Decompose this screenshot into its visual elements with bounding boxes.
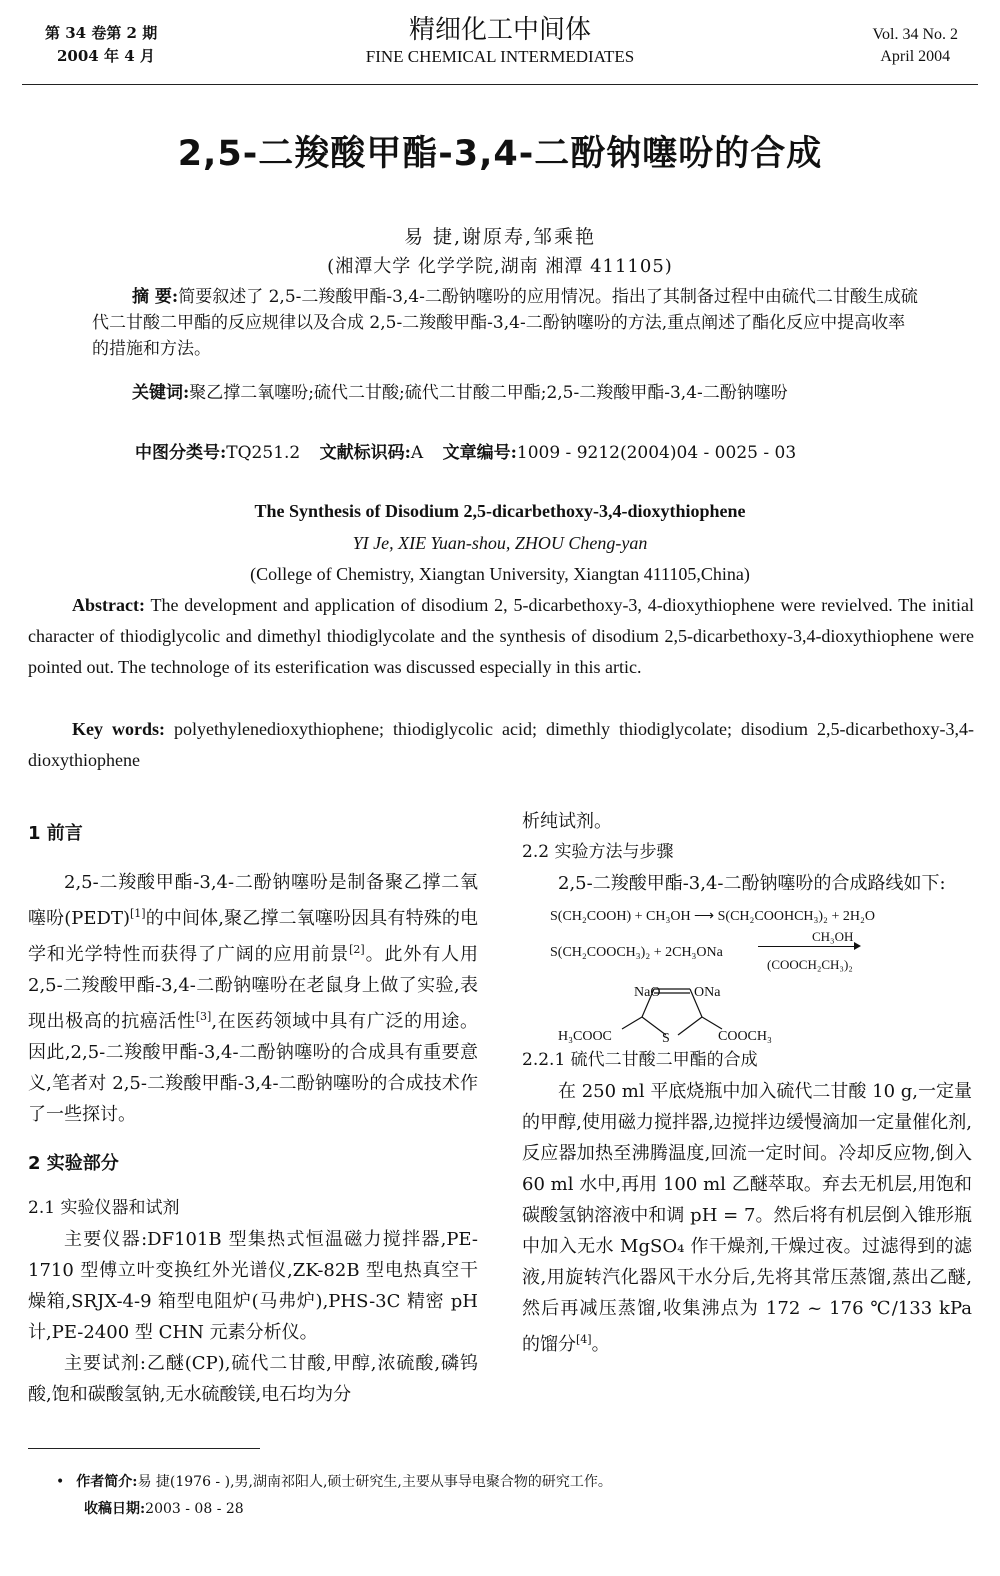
paper-title-en: The Synthesis of Disodium 2,5-dicarbethoxy-3,4-dioxythiophene — [254, 501, 746, 521]
section-22-heading: 2.2 实验方法与步骤 — [522, 842, 674, 862]
reaction-2-arrow — [758, 946, 858, 947]
header-volume-en — [873, 24, 959, 68]
footnote-received-label: 收稿日期: — [84, 1501, 146, 1517]
footnote-received-value: 2003 - 08 - 28 — [145, 1501, 244, 1517]
continued-text: 析纯试剂。 — [522, 811, 612, 832]
doc-value: A — [410, 443, 424, 463]
section-221-heading: 2.2.1 硫代二甘酸二甲酯的合成 — [522, 1050, 758, 1070]
keywords-en-text: polyethylenedioxythiophene; thiodiglycolic acid; dimethly thiodiglycolate; disodium 2,5-dicarbethoxy-3,4-dioxythiophene — [28, 719, 974, 770]
abstract-cn-text: 简要叙述了 2,5-二羧酸甲酯-3,4-二酚钠噻吩的应用情况。指出了其制备过程中由硫代二甘酸生成硫代二甘酸二甲酯的反应规律以及合成 2,5-二羧酸甲酯-3,4-二酚钠噻吩的方法,重点阐述了酯化反应中提高收率的措施和方法。 — [92, 287, 918, 359]
keywords-cn-label: 关键词: — [132, 383, 190, 403]
header-volume-en-text: Vol. 34 No. 2 — [872, 26, 958, 43]
abstract-en — [28, 590, 974, 683]
paper-title-cn: 2,5-二羧酸甲酯-3,4-二酚钠噻吩的合成 — [177, 134, 823, 174]
header-volume-cn: 第 34 卷第 2 期 — [45, 24, 158, 42]
abstract-cn — [92, 284, 922, 362]
authors-cn: 易 捷,谢原寿,邹乘艳 — [403, 226, 597, 248]
left-column — [28, 818, 478, 1410]
reaction-2-condition-bottom: (COOCH₂CH₃)₂ — [767, 957, 853, 972]
footnote-author-label: 作者简介: — [76, 1474, 138, 1490]
s221-text-a: 在 250 ml 平底烧瓶中加入硫代二甘酸 10 g,一定量的甲醇,使用磁力搅拌器,边搅拌边缓慢滴加一定量催化剂,反应器加热至沸腾温度,回流一定时间。冷却反应物,倒入 60 ml 水中,再用 100 ml 乙醚萃取。弃去无机层,用饱和碳酸氢钠溶液中和调 pH = 7。然后将有机层倒入锥形瓶中加入无水 MgSO₄ 作干燥剂,干燥过夜。过滤得到的滤液,用旋转汽化器风干水分后,先将其常压蒸馏,蒸出乙醚,然后再减压蒸馏,收集沸点为 172 ~ 176 ℃/133 kPa 的馏分 — [522, 1081, 972, 1355]
reaction-scheme — [522, 899, 972, 1046]
footnote-author-text: 易 捷(1976 - ),男,湖南祁阳人,硕士研究生,主要从事导电聚合物的研究工作。 — [137, 1474, 612, 1490]
citation-3: [3] — [195, 1010, 212, 1023]
clc-label: 中图分类号: — [135, 443, 227, 463]
section-2-heading: 2 实验部分 — [28, 1153, 119, 1174]
header-journal — [0, 14, 1000, 68]
right-column — [522, 806, 972, 1360]
authors-en: YI Je, XIE Yuan-shou, ZHOU Cheng-yan — [352, 533, 648, 553]
keywords-cn-text: 聚乙撑二氧噻吩;硫代二甘酸;硫代二甘酸二甲酯;2,5-二羧酸甲酯-3,4-二酚钠噻吩 — [189, 383, 788, 403]
s1-text-d: ,在医药领域中具有广泛的用途。因此,2,5-二羧酸甲酯-3,4-二酚钠噻吩的合成具有重要意义,笔者对 2,5-二羧酸甲酯-3,4-二酚钠噻吩的合成技术作了一些探讨。 — [28, 1011, 478, 1125]
s1-text-a: 2,5-二羧酸甲酯-3,4-二酚钠噻吩是制备聚乙撑二氧噻吩(PEDT) — [28, 872, 478, 929]
article-value: 1009 - 9212(2004)04 - 0025 - 03 — [516, 443, 797, 463]
abstract-en-text: The development and application of disodium 2, 5-dicarbethoxy-3, 4-dioxythiophene were revielved. The initial character of thiodiglycolic and dimethyl thiodiglycolate and the synthesis of disodium 2,5-dicarbethoxy-3,4-dioxythiophene were pointed out. The technologe of its esterification was discussed especially in this artic. — [28, 595, 974, 677]
doc-label: 文献标识码: — [319, 443, 411, 463]
struct-s: S — [662, 1031, 670, 1046]
reaction-2-reactants: S(CH₂COOCH₃)₂ + 2CH₃ONa — [550, 945, 723, 960]
affiliation-cn: (湘潭大学 化学学院,湖南 湘潭 411105) — [327, 256, 673, 277]
section-22-paragraph: 2,5-二羧酸甲酯-3,4-二酚钠噻吩的合成路线如下: — [558, 873, 946, 894]
footnote-received — [84, 1497, 244, 1522]
reaction-1: S(CH₂COOH) + CH₃OH ⟶ S(CH₂COOHCH₃)₂ + 2H₂O — [550, 909, 875, 924]
article-label: 文章编号: — [442, 443, 517, 463]
header-rule — [22, 84, 978, 85]
struct-cooch3: COOCH₃ — [718, 1029, 772, 1044]
section-1-paragraph — [28, 867, 478, 1130]
s1-text-c: 。此外有人用 2,5-二羧酸甲酯-3,4-二酚钠噻吩在老鼠身上做了实验,表现出极高的抗癌活性 — [28, 944, 479, 1032]
reaction-2-arrow-head — [854, 942, 861, 950]
abstract-cn-label: 摘 要: — [132, 287, 179, 307]
reaction-2-condition-top: CH₃OH — [812, 929, 854, 944]
footnote-author — [56, 1470, 612, 1495]
struct-h3cooc: H₃COOC — [558, 1029, 612, 1044]
keywords-en — [28, 714, 974, 776]
citation-4: [4] — [576, 1333, 592, 1346]
section-1-heading: 1 前言 — [28, 823, 83, 844]
s221-text-b: 。 — [591, 1334, 610, 1355]
keywords-en-label: Key words: — [72, 719, 166, 739]
citation-2: [2] — [349, 943, 365, 956]
journal-title-en: FINE CHEMICAL INTERMEDIATES — [365, 47, 635, 66]
footnote-rule — [28, 1448, 260, 1449]
section-21-paragraph-1: 主要仪器:DF101B 型集热式恒温磁力搅拌器,PE-1710 型傅立叶变换红外光谱仪,ZK-82B 型电热真空干燥箱,SRJX-4-9 箱型电阻炉(马弗炉),PHS-3C 精密 pH 计,PE-2400 型 CHN 元素分析仪。 — [28, 1229, 478, 1343]
citation-1: [1] — [130, 907, 146, 920]
struct-ona: ONa — [694, 985, 721, 1000]
section-221-paragraph — [522, 1076, 972, 1360]
header-date-cn: 2004 年 4 月 — [57, 47, 155, 65]
clc-value: TQ251.2 — [226, 443, 301, 463]
classification-line — [135, 440, 965, 466]
affiliation-en: (College of Chemistry, Xiangtan University, Xiangtan 411105,China) — [250, 564, 750, 584]
section-21-paragraph-2: 主要试剂:乙醚(CP),硫代二甘酸,甲醇,浓硫酸,磷钨酸,饱和碳酸氢钠,无水硫酸镁,电石均为分 — [28, 1353, 478, 1405]
keywords-cn — [92, 380, 922, 406]
section-21-heading: 2.1 实验仪器和试剂 — [28, 1198, 180, 1218]
abstract-en-label: Abstract: — [72, 595, 145, 615]
footnote-bullet: • — [56, 1474, 65, 1490]
header-date-en: April 2004 — [880, 48, 951, 65]
s1-text-b: 的中间体,聚乙撑二氧噻吩因具有特殊的电学和光学特性而获得了广阔的应用前景 — [28, 908, 478, 965]
journal-title-cn: 精细化工中间体 — [408, 15, 591, 45]
struct-nao: NaO — [634, 985, 661, 1000]
